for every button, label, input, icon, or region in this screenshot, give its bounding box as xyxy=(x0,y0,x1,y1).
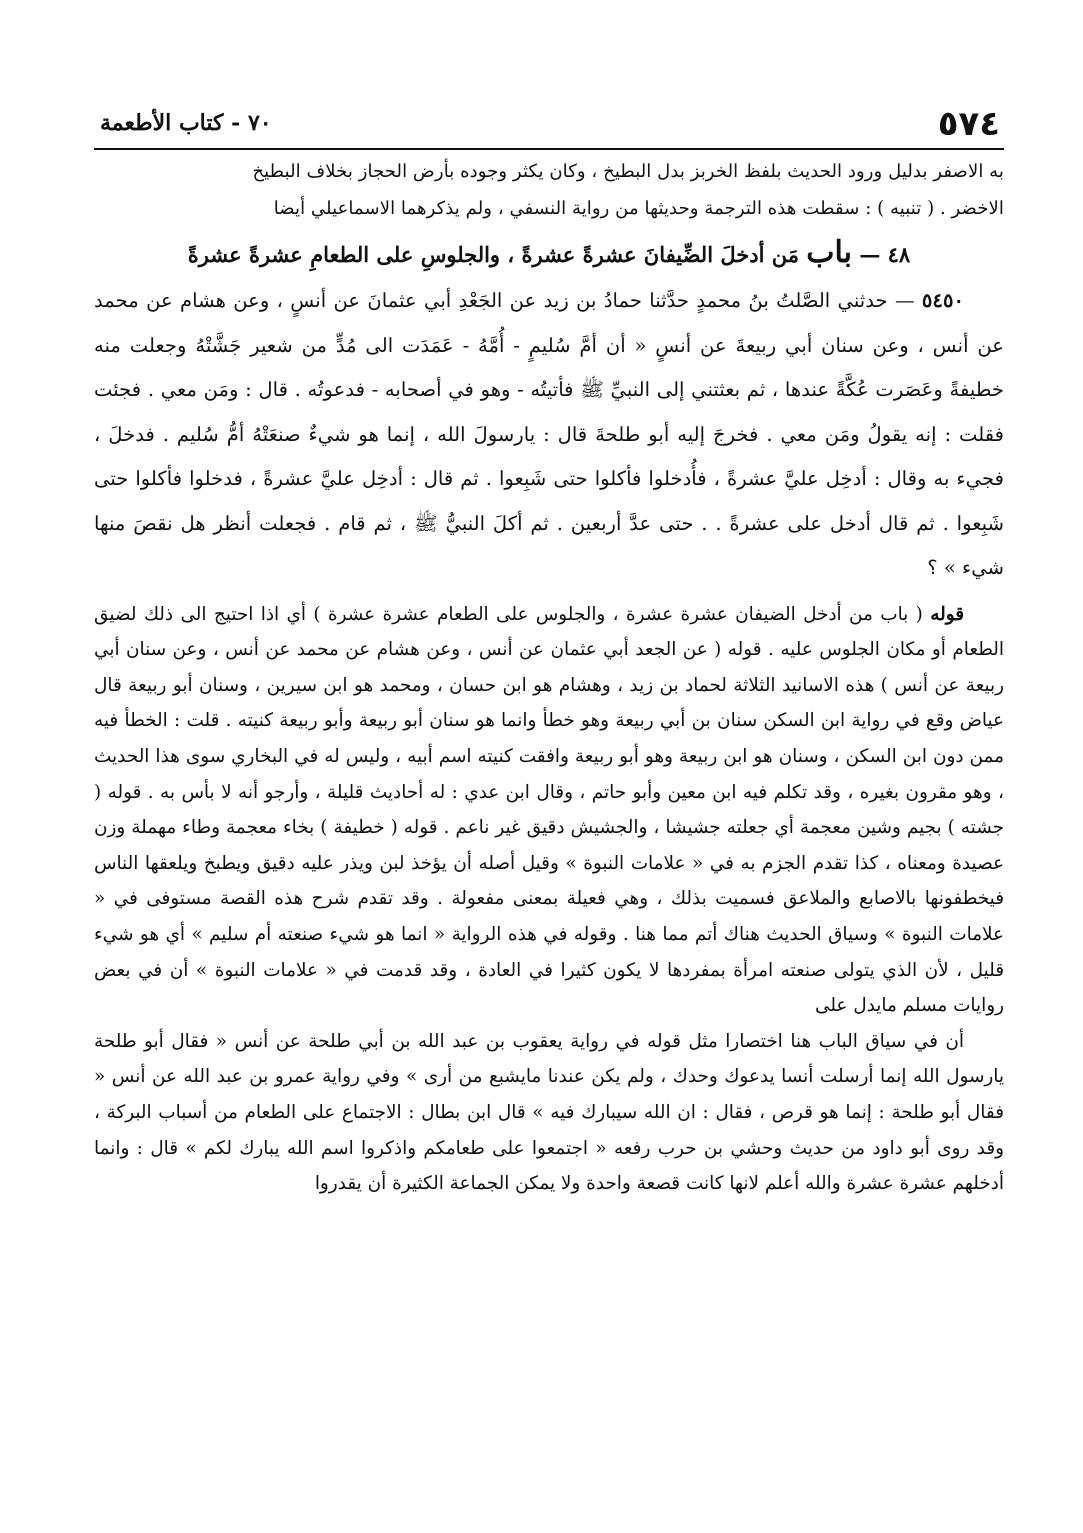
commentary-text: ( باب من أدخل الضيفان عشرة عشرة ، والجلوس على الطعام عشرة عشرة ) أي اذا احتيج الى ذلك لضيق الطعام أو مكان الجلوس عليه . قوله ( عن الجعد أبي عثمان عن أنس ، وعن هشام عن محمد عن أنس ، وعن سنان أبي ربيعة عن أنس ) هذه الاسانيد الثلاثة لحماد بن زيد ، وهشام هو ابن حسان ، ومحمد هو ابن سيرين ، وسنان أبو ربيعة قال عياض وقع في رواية ابن السكن سنان بن أبي ربيعة وهو خطأ وانما هو سنان أبو ربيعة وأبو ربيعة كنيته . قلت : الخطأ فيه ممن دون ابن السكن ، وسنان هو ابن ربيعة وهو أبو ربيعة وافقت كنيته اسم أبيه ، وليس له في البخاري سوى هذا الحديث ، وهو مقرون بغيره ، وقد تكلم فيه ابن معين وأبو حاتم ، وقال ابن عدي : له أحاديث قليلة ، وأرجو أنه لا بأس به . قوله ( جشته ) بجيم وشين معجمة أي جعلته جشيشا ، والجشيش دقيق غير ناعم . قوله ( خطيفة ) بخاء معجمة وطاء مهملة وزن عصيدة ومعناه ، كذا تقدم الجزم به في « علامات النبوة » وقيل أصله أن يؤخذ لبن ويذر عليه دقيق ويطبخ ويلعقها الناس فيخطفونها بالاصابع والملاعق فسميت بذلك ، وهي فعيلة بمعنى مفعولة . وقد تقدم شرح هذه القصة مستوفى في « علامات النبوة » وسياق الحديث هناك أتم مما هنا . وقوله في هذه الرواية « انما هو شيء صنعته أم سليم » أي هو شيء قليل ، لأن الذي يتولى صنعته امرأة بمفردها لا يكون كثيرا في العادة ، وقد قدمت في « علامات النبوة » أن في بعض روايات مسلم مايدل على xyxy=(94,603,1004,1017)
commentary-paragraph xyxy=(94,1024,1004,1202)
intro-text xyxy=(94,154,1004,227)
hadith-body: — حدثني الصَّلتُ بنُ محمدٍ حدَّثنا حمادُ بن زيد عن الجَعْدِ أبي عثمانَ عن أنسٍ ، وعن هشام عن محمد عن أنس ، وعن سنان أبي ربيعةَ عن أنسٍ « أن أمَّ سُليمٍ - أُمَّهُ - عَمَدَت الى مُدٍّ من شعير جَشَّتْهُ وجعلت منه خطيفةً وعَصَرت عُكَّةً عندها ، ثم بعثتني إلى النبيِّ ﷺ فأتيتُه - وهو في أصحابه - فدعوتُه . قال : ومَن معي . فجئت فقلت : إنه يقولُ ومَن معي . فخرجَ إليه أبو طلحةَ قال : يارسولَ الله ، إنما هو شيءٌ صنعَتْهُ أمُّ سُليم . فدخلَ ، فجيء به وقال : أدخِل عليَّ عشرةً ، فأُدخلوا فأكلوا حتى شَبِعوا . ثم قال : أدخِل عليَّ عشرةً ، فدخلوا فأكلوا حتى شَبِعوا . ثم قال أدخل على عشرةً . . حتى عدَّ أربعين . ثم أكلَ النبيُّ ﷺ ، ثم قام . فجعلت أنظر هل نقصَ منها شيء » ؟ xyxy=(94,289,1004,580)
intro-line: به الاصفر بدليل ورود الحديث بلفظ الخربز بدل البطيخ ، وكان يكثر وجوده بأرض الحجاز بخلاف البطيخ xyxy=(252,161,1004,182)
hadith-text xyxy=(94,279,1004,591)
chapter-heading xyxy=(94,229,1004,279)
chapter-dash: — xyxy=(859,242,881,268)
intro-line: الاخضر . ( تنبيه ) : سقطت هذه الترجمة وحديثها من رواية النسفي ، ولم يذكرهما الاسماعيلي أيضا xyxy=(273,197,1004,219)
page-number: ٥٧٤ xyxy=(937,104,1000,144)
book-page xyxy=(94,100,1004,1510)
commentary xyxy=(94,597,1004,1202)
chapter-number: ٤٨ xyxy=(887,242,911,268)
page-header xyxy=(94,100,1004,150)
hadith-number: ٥٤٥٠ xyxy=(921,289,964,313)
running-head: ٧٠ - كتاب الأطعمة xyxy=(100,110,272,136)
chapter-title: مَن أدخلَ الضِّيفانَ عشرةً عشرةً ، والجلوسِ على الطعامِ عشرةً عشرةً xyxy=(187,242,799,268)
commentary-paragraph xyxy=(94,597,1004,1024)
commentary-text: أن في سياق الباب هنا اختصارا مثل قوله في رواية يعقوب بن عبد الله بن أبي طلحة عن أنس « فقال أبو طلحة يارسول الله إنما أرسلت أنسا يدعوك وحدك ، ولم يكن عندنا مايشبع من أرى » وفي رواية عمرو بن عبد الله عن أنس « فقال أبو طلحة : إنما هو قرص ، فقال : ان الله سيبارك فيه » قال ابن بطال : الاجتماع على الطعام من أسباب البركة ، وقد روى أبو داود من حديث وحشي بن حرب رفعه « اجتمعوا على طعامكم واذكروا اسم الله يبارك لكم » قال : وانما أدخلهم عشرة عشرة والله أعلم لانها كانت قصعة واحدة ولا يمكن الجماعة الكثيرة أن يقدروا xyxy=(94,1030,1004,1195)
commentary-keyword: قوله xyxy=(930,603,964,625)
chapter-bab: باب xyxy=(806,235,853,271)
